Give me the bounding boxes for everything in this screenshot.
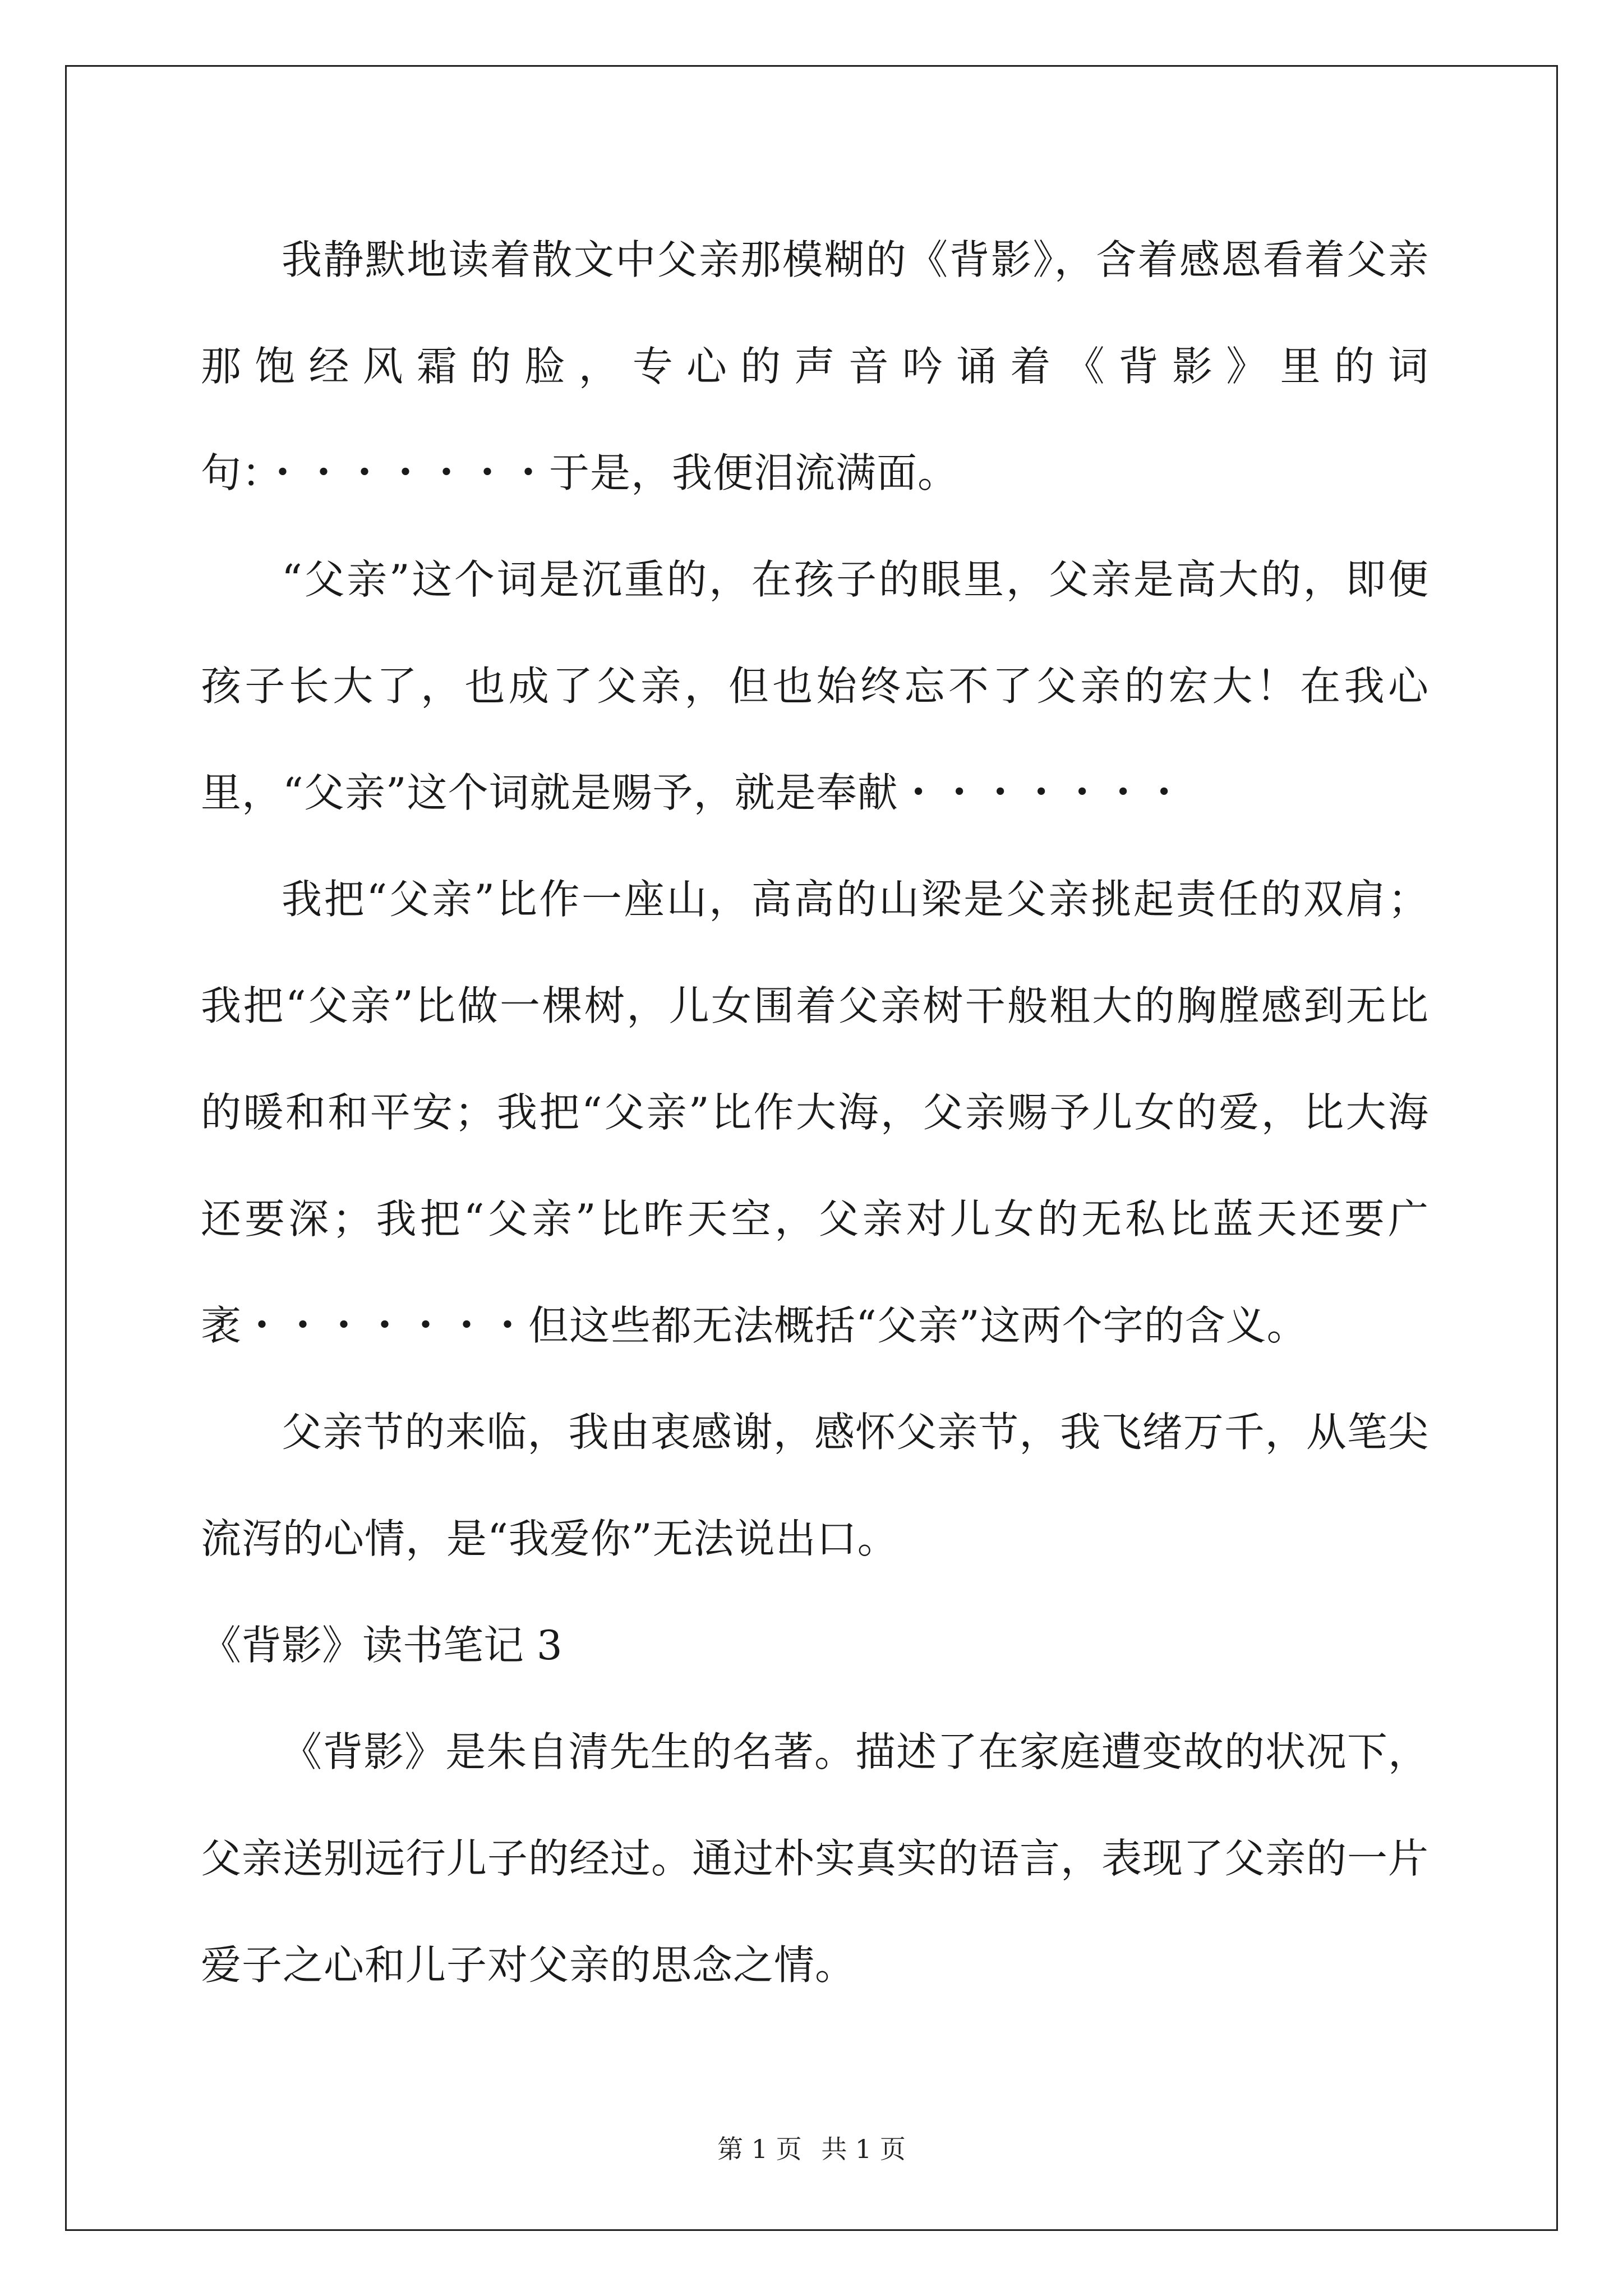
section-paragraph-1: 《背影》是朱自清先生的名著。描述了在家庭遭变故的状况下，父亲送别远行儿子的经过。通过朴实真实的语言，表现了父亲的一片爱子之心和儿子对父亲的思念之情。 (201, 1728, 1430, 1989)
paragraph-3: 我把“父亲”比作一座山，高高的山梁是父亲挑起责任的双肩；我把“父亲”比做一棵树，儿女围着父亲树干般粗大的胸膛感到无比的暖和和平安；我把“父亲”比作大海，父亲赐予儿女的爱，比大海还要深；我把“父亲”比昨天空，父亲对儿女的无私比蓝天还要广袤・・・・・・・但这些都无法概括“父亲”这两个字的含义。 (201, 876, 1429, 1349)
paragraph-2: “父亲”这个词是沉重的，在孩子的眼里，父亲是高大的，即便孩子长大了，也成了父亲，但也始终忘不了父亲的宏大！在我心里，“父亲”这个词就是赐予，就是奉献・・・・・・・ (201, 556, 1429, 816)
paragraph-1: 我静默地读着散文中父亲那模糊的《背影》，含着感恩看着父亲那饱经风霜的脸，专心的声音吟诵着《背影》里的词句：・・・・・・・于是，我便泪流满面。 (201, 236, 1429, 496)
page-total: 共 1 页 (821, 2134, 906, 2164)
section-heading: 《背影》读书笔记 3 (201, 1622, 562, 1669)
page-footer (0, 2129, 1623, 2166)
page-number: 第 1 页 (717, 2134, 802, 2164)
paragraph-4: 父亲节的来临，我由衷感谢，感怀父亲节，我飞绪万千，从笔尖流泻的心情，是“我爱你”无法说出口。 (201, 1409, 1429, 1562)
document-body (201, 206, 1429, 2018)
